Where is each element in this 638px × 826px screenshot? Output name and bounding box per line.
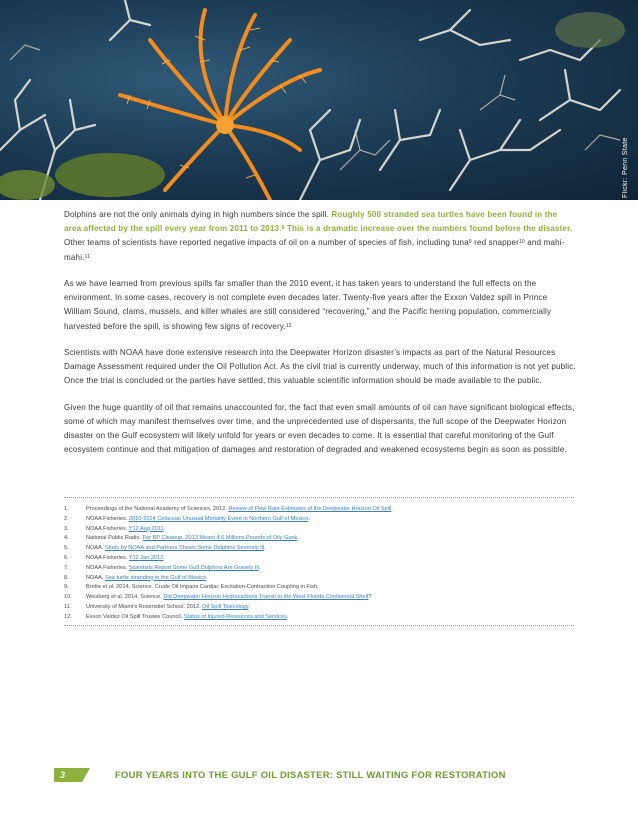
endnote-item: 12. Exxon Valdez Oil Spill Trustee Council. Status of Injured Resources and Services. (64, 613, 289, 620)
footnote-ref-8[interactable]: 8 (281, 225, 285, 232)
paragraph-sea-turtles: Dolphins are not the only animals dying in high numbers since the spill. Roughly 500 stranded sea turtles have been found in the area affected by the spill every year from 2011 to 2013.$^8$ This is a dramatic increase over the numbers found before the disaster. Other teams of scientists have reported negative impacts of oil on a number of species of fish, including tuna$^9$ red snapper$^{10}$ and mahi-mahi.$^{11}$ (64, 210, 573, 262)
endnote-link[interactable]: Status of Injured Resources and Services (183, 613, 287, 620)
footnote-ref-9[interactable]: 9 (468, 239, 472, 246)
paragraph-noaa-research: Scientists with NOAA have done extensive research into the Deepwater Horizon disaster’s impacts as part of the Natural Resources Damage Assessment required under the Oil Pollution Act. As the civil trial is currently underway, much of this information is not yet public. Once the trial is concluded or the parties have settled, this valuable scientific information should be made available to the public. (64, 348, 576, 386)
endnote-item: 10. Weisberg et al. 2014. Science. Did Deepwater Horizon Hydrocarbons Transit to the West Florida Continental Shelf? (64, 594, 372, 601)
endnotes-bottom-divider (64, 625, 574, 626)
endnote-link[interactable]: Sea turtle stranding in the Gulf of Mexico (104, 574, 207, 581)
endnote-item: 3. NOAA Fisheries. Y12 Aug 2011. (64, 525, 166, 532)
endnote-link[interactable]: Study by NOAA and Partners Shows Some Dolphins Severely Ill (104, 545, 265, 552)
coral-illustration (0, 0, 638, 200)
endnote-item: 4. National Public Radio. For BP Cleanup, 2013 Meant 4.6 Millions Pounds of Oily Gunk. (64, 535, 299, 542)
paragraph-monitoring: Given the huge quantity of oil that remains unaccounted for, the fact that even small amounts of oil can have significant biological effects, some of which may manifest themselves over time, and the unprecedented use of dispersants, the full scope of the Deepwater Horizon disaster on the Gulf ecosystem will likely unfold for years or even decades to come. It is essential that careful monitoring of the Gulf ecosystem continue and that mitigation of damages and restoration of degraded and weakened ecosystems begin as soon as possible. (64, 402, 575, 455)
page-number: 3 (60, 770, 66, 780)
endnote-link[interactable]: Y12 Jan 2012 (128, 554, 164, 561)
endnote-link[interactable]: Scientists Report Some Gulf Dolphins Are Gravely Ill (128, 564, 259, 571)
endnote-link[interactable]: Review of Flow Rate Estimates of the Deepwater Horizon Oil Spill (228, 506, 392, 512)
endnote-link[interactable]: For BP Cleanup, 2013 Meant 4.6 Millions Pounds of Oily Gunk (142, 535, 298, 542)
footnote-ref-12[interactable]: 12 (285, 322, 292, 329)
endnote-item: 11. University of Miami’s Rosenstiel School. 2012. Oil Spill Toxicology. (64, 603, 250, 610)
endnote-item: 2. NOAA Fisheries. 2010-2014 Cetacean Unusual Mortality Event in Northern Gulf of Mexico. (64, 515, 310, 522)
article-body (64, 208, 576, 470)
endnote-link[interactable]: Oil Spill Toxicology (202, 603, 249, 610)
endnote-link[interactable]: Did Deepwater Horizon Hydrocarbons Transit to the West Florida Continental Shelf (163, 594, 369, 601)
endnote-item: 1. Proceedings of the National Academy of Sciences. 2012. Review of Flow Rate Estimates of the Deepwater Horizon Oil Spill. (64, 506, 393, 512)
endnote-item: 9. Brette et al. 2014. Science. Crude Oil Impairs Cardiac Excitation-Contraction Coupling in Fish. (64, 584, 319, 591)
endnotes-top-divider (64, 497, 574, 498)
endnote-item: 8. NOAA. Sea turtle stranding in the Gulf of Mexico. (64, 574, 208, 581)
endnote-item: 7. NOAA Fisheries. Scientists Report Some Gulf Dolphins Are Gravely Ill. (64, 564, 261, 571)
endnote-item: 6. NOAA Fisheries. Y12 Jan 2012. (64, 554, 165, 561)
endnote-link[interactable]: 2010-2014 Cetacean Unusual Mortality Event in Northern Gulf of Mexico (128, 515, 309, 522)
highlight-sea-turtles: Roughly 500 stranded sea turtles have been found in the area affected by the spill every year from 2011 to 2013. (64, 210, 558, 234)
footer-title: FOUR YEARS INTO THE GULF OIL DISASTER: STILL WAITING FOR RESTORATION (115, 769, 506, 780)
hero-photo (0, 0, 638, 200)
endnote-item: 5. NOAA. Study by NOAA and Partners Shows Some Dolphins Severely Ill. (64, 545, 266, 552)
footnote-ref-10[interactable]: 10 (518, 239, 525, 246)
highlight-dramatic-increase: This is a dramatic increase over the numbers found before the disaster. (284, 224, 573, 234)
endnote-link[interactable]: Y12 Aug 2011 (128, 525, 164, 532)
paragraph-previous-spills: As we have learned from previous spills far smaller than the 2010 event, it has taken years to understand the full effects on the environment. In some cases, recovery is not complete even decades later. Twenty-five years after the Exxon Valdez spill in Prince William Sound, clams, mussels, and killer whales are still considered “recovering,” and the Pacific herring population, commercially harvested before the spill, is showing few signs of recovery.$^{12}$ (64, 279, 552, 331)
photo-credit: Flickr: Penn State (622, 137, 629, 198)
endnotes-list (64, 505, 576, 623)
footnote-ref-11[interactable]: 11 (84, 253, 91, 260)
